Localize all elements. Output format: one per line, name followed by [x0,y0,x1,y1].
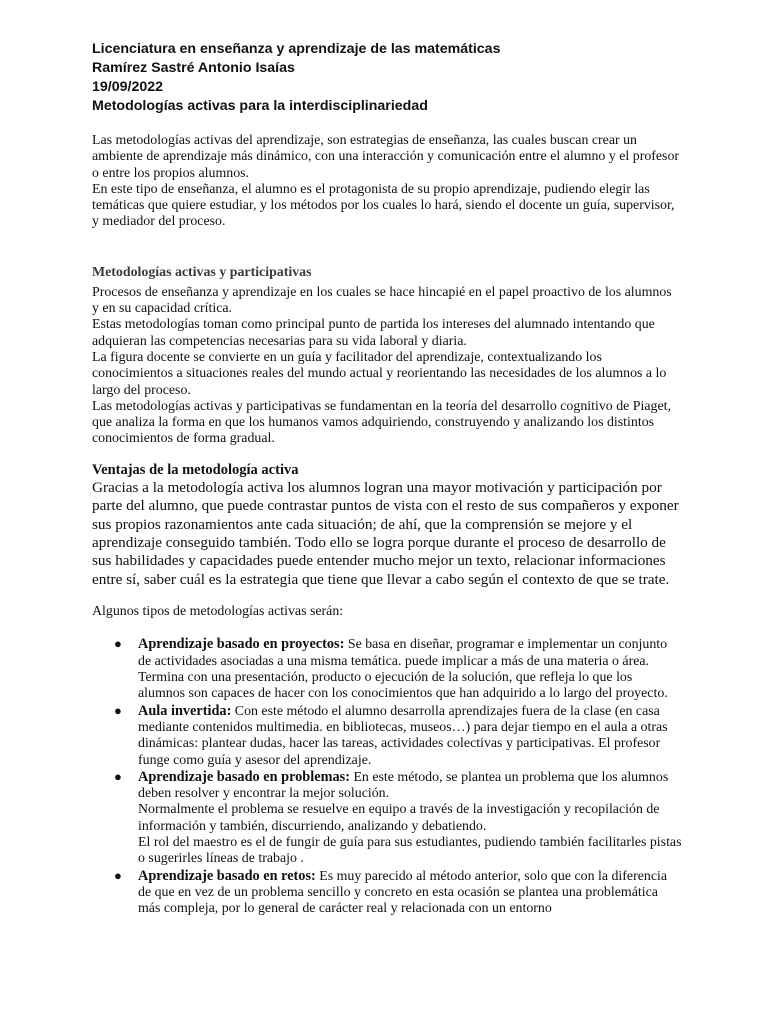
section1-paragraph-2: Estas metodologías toman como principal punto de partida los intereses del alumnado intentando que adquieran las competencias necesarias para su vida laboral y diaria. [92,317,655,349]
list-item-text: Es muy parecido al método anterior, solo que con la diferencia de que en vez de un problema sencillo y concreto en esta ocasión se plantea una problemática más compleja, por lo general de carácter real y relacionada con un entorno [138,868,668,917]
list-item-term: Aprendizaje basado en problemas: [138,768,350,785]
list-item-text: En este método, se plantea un problema que los alumnos deben resolver y encontrar la mejor solución. [138,769,669,802]
document-date: 19/09/2022 [92,79,164,95]
section1-paragraph-3: La figura docente se convierte en un guía y facilitador del aprendizaje, contextualizando los conocimientos a situaciones reales del mundo actual y reorientando las necesidades de los alumnos a lo largo del proceso. [92,349,667,398]
list-item-term: Aula invertida: [138,702,232,719]
intro-paragraph-1: Las metodologías activas del aprendizaje, son estrategias de enseñanza, las cuales buscan crear un ambiente de aprendizaje más dinámico, con una interacción y comunicación entre el alumno y el profesor o entre los propios alumnos. [92,133,680,181]
bullet-icon: ● [114,768,122,784]
author-name: Ramírez Sastré Antonio Isaías [92,60,295,76]
document-page [92,40,682,918]
section-heading-active-methodologies: Metodologías activas y participativas [92,264,312,280]
methodology-list [92,636,682,917]
advantages-paragraph: Gracias a la metodología activa los alumnos logran una mayor motivación y participación por parte del alumno, que puede contrastar puntos de vista con el resto de sus compañeros y exponer sus propios razonamientos ante cada situación; de ahí, que la comprensión se mejore y el aprendizaje conseguido también. Todo ello se logra porque durante el proceso de desarrollo de sus habilidades y capacidades puede entender mucho mejor un texto, relacionar informaciones entre sí, saber cuál es la estrategia que tiene que llevar a cabo según el contexto de que se trate. [92,478,679,588]
list-item-text: Se basa en diseñar, programar e implementar un conjunto de actividades asociadas a una misma temática. puede implicar a más de una materia o área. Termina con una presentación, producto o ejecución de la solución, que refleja lo que los alumnos son capaces de hacer con los conocimientos que han adquirido a lo largo del proyecto. [138,637,668,702]
program-title: Licenciatura en enseñanza y aprendizaje de las matemáticas [92,41,501,57]
list-item-term: Aprendizaje basado en proyectos: [138,636,345,653]
list-item-text-continued: El rol del maestro es el de fungir de guía para sus estudiantes, pudiendo también facilitarles pistas o sugerirles líneas de trabajo . [138,835,682,867]
document-title: Metodologías activas para la interdisciplinariedad [92,98,428,114]
list-item [92,769,682,868]
bullet-icon: ● [114,867,122,883]
intro-paragraph-2: En este tipo de enseñanza, el alumno es el protagonista de su propio aprendizaje, pudiendo elegir las temáticas que quiere estudiar, y los métodos por los cuales lo hará, siendo el docente un guía, supervisor, y mediador del proceso. [92,181,675,230]
list-item-term: Aprendizaje basado en retos: [138,867,316,884]
section1-paragraph-4: Las metodologías activas y participativas se fundamentan en la teoría del desarrollo cognitivo de Piaget, que analiza la forma en que los humanos vamos adquiriendo, construyendo y analizando los distintos conocimientos de forma gradual. [92,398,671,447]
list-item-text-continued: Normalmente el problema se resuelve en equipo a través de la investigación y recopilación de información y también, discurriendo, analizando y debatiendo. [138,802,660,834]
section1-paragraph-1: Procesos de enseñanza y aprendizaje en los cuales se hace hincapié en el papel proactivo de los alumnos y en su capacidad crítica. [92,284,672,317]
list-item [92,703,682,769]
section-heading-advantages: Ventajas de la metodología activa [92,461,299,478]
bullet-icon: ● [114,636,122,652]
list-item-text: Con este método el alumno desarrolla aprendizajes fuera de la clase (en casa mediante contenidos multimedia. en bibliotecas, museos…) para dejar tiempo en el aula a otras dinámicas: plantear dudas, hacer las tareas, actividades colectivas y participativas. El profesor funge como guía y asesor del aprendizaje. [138,703,668,768]
list-intro: Algunos tipos de metodologías activas serán: [92,604,344,620]
list-item [92,636,682,702]
list-item [92,868,682,918]
bullet-icon: ● [114,702,122,718]
